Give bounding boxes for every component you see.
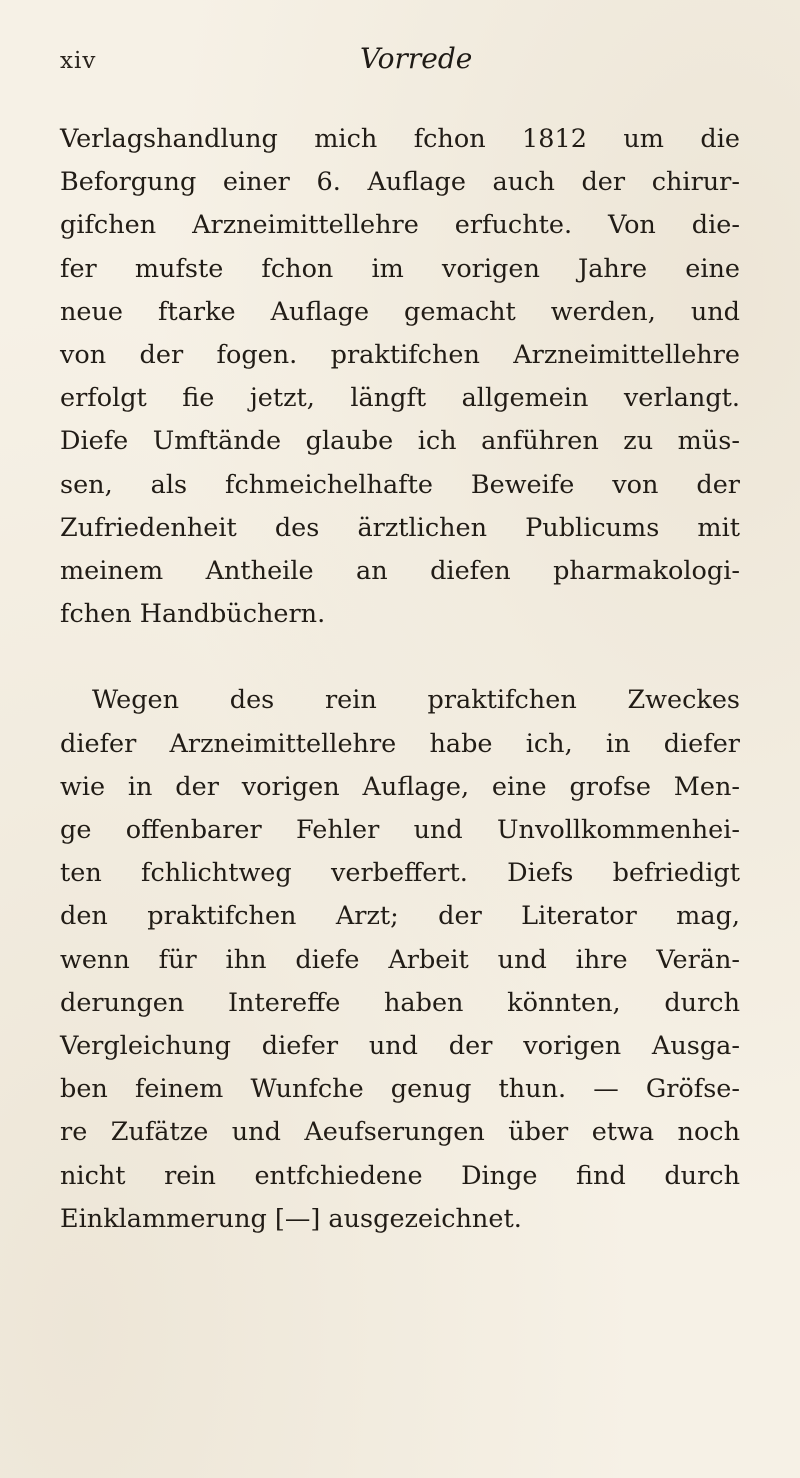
text-line: von der fogen. praktifchen Arzneimittellehre [60,340,740,371]
body-text [60,118,740,1241]
header-title: Vorrede [360,42,473,75]
text-line: diefer Arzneimittellehre habe ich, in diefer [60,728,740,759]
paragraph-1 [60,118,740,636]
text-line: Wegen des rein praktifchen Zweckes [92,685,740,716]
text-line: re Zufätze und Aeufserungen über etwa noch [60,1117,740,1148]
text-line: wenn für ihn diefe Arbeit und ihre Verän- [60,944,740,975]
paragraph-2 [60,679,740,1241]
text-line: meinem Antheile an diefen pharmakologi- [60,556,740,587]
text-line: ben feinem Wunfche genug thun. — Gröfse- [60,1074,740,1105]
text-line: Einklammerung [—] ausgezeichnet. [60,1203,522,1234]
text-line: neue ftarke Auflage gemacht werden, und [60,296,740,327]
text-line: erfolgt fie jetzt, längft allgemein verlangt. [60,383,740,414]
text-line: nicht rein entfchiedene Dinge find durch [60,1160,740,1191]
text-line: den praktifchen Arzt; der Literator mag, [60,901,740,932]
text-line: ge offenbarer Fehler und Unvollkommenhei- [60,815,740,846]
text-line: fer mufste fchon im vorigen Jahre eine [60,253,740,284]
page-number: xiv [60,48,97,74]
text-line: derungen Intereffe haben könnten, durch [60,987,740,1018]
text-line: gifchen Arzneimittellehre erfuchte. Von die- [60,210,740,241]
running-head [60,38,740,88]
text-line: Beforgung einer 6. Auflage auch der chirur- [60,167,740,198]
text-line: Zufriedenheit des ärztlichen Publicums mit [60,512,740,543]
text-line: Diefe Umftände glaube ich anführen zu müs- [60,426,740,457]
text-line: ten fchlichtweg verbeffert. Diefs befriedigt [60,858,740,889]
text-line: wie in der vorigen Auflage, eine grofse Men- [60,771,740,802]
text-line: fchen Handbüchern. [60,599,326,630]
text-line: Verlagshandlung mich fchon 1812 um die [60,124,740,154]
text-line: Vergleichung diefer und der vorigen Ausga- [60,1031,740,1062]
text-line: sen, als fchmeichelhafte Beweife von der [60,469,740,500]
